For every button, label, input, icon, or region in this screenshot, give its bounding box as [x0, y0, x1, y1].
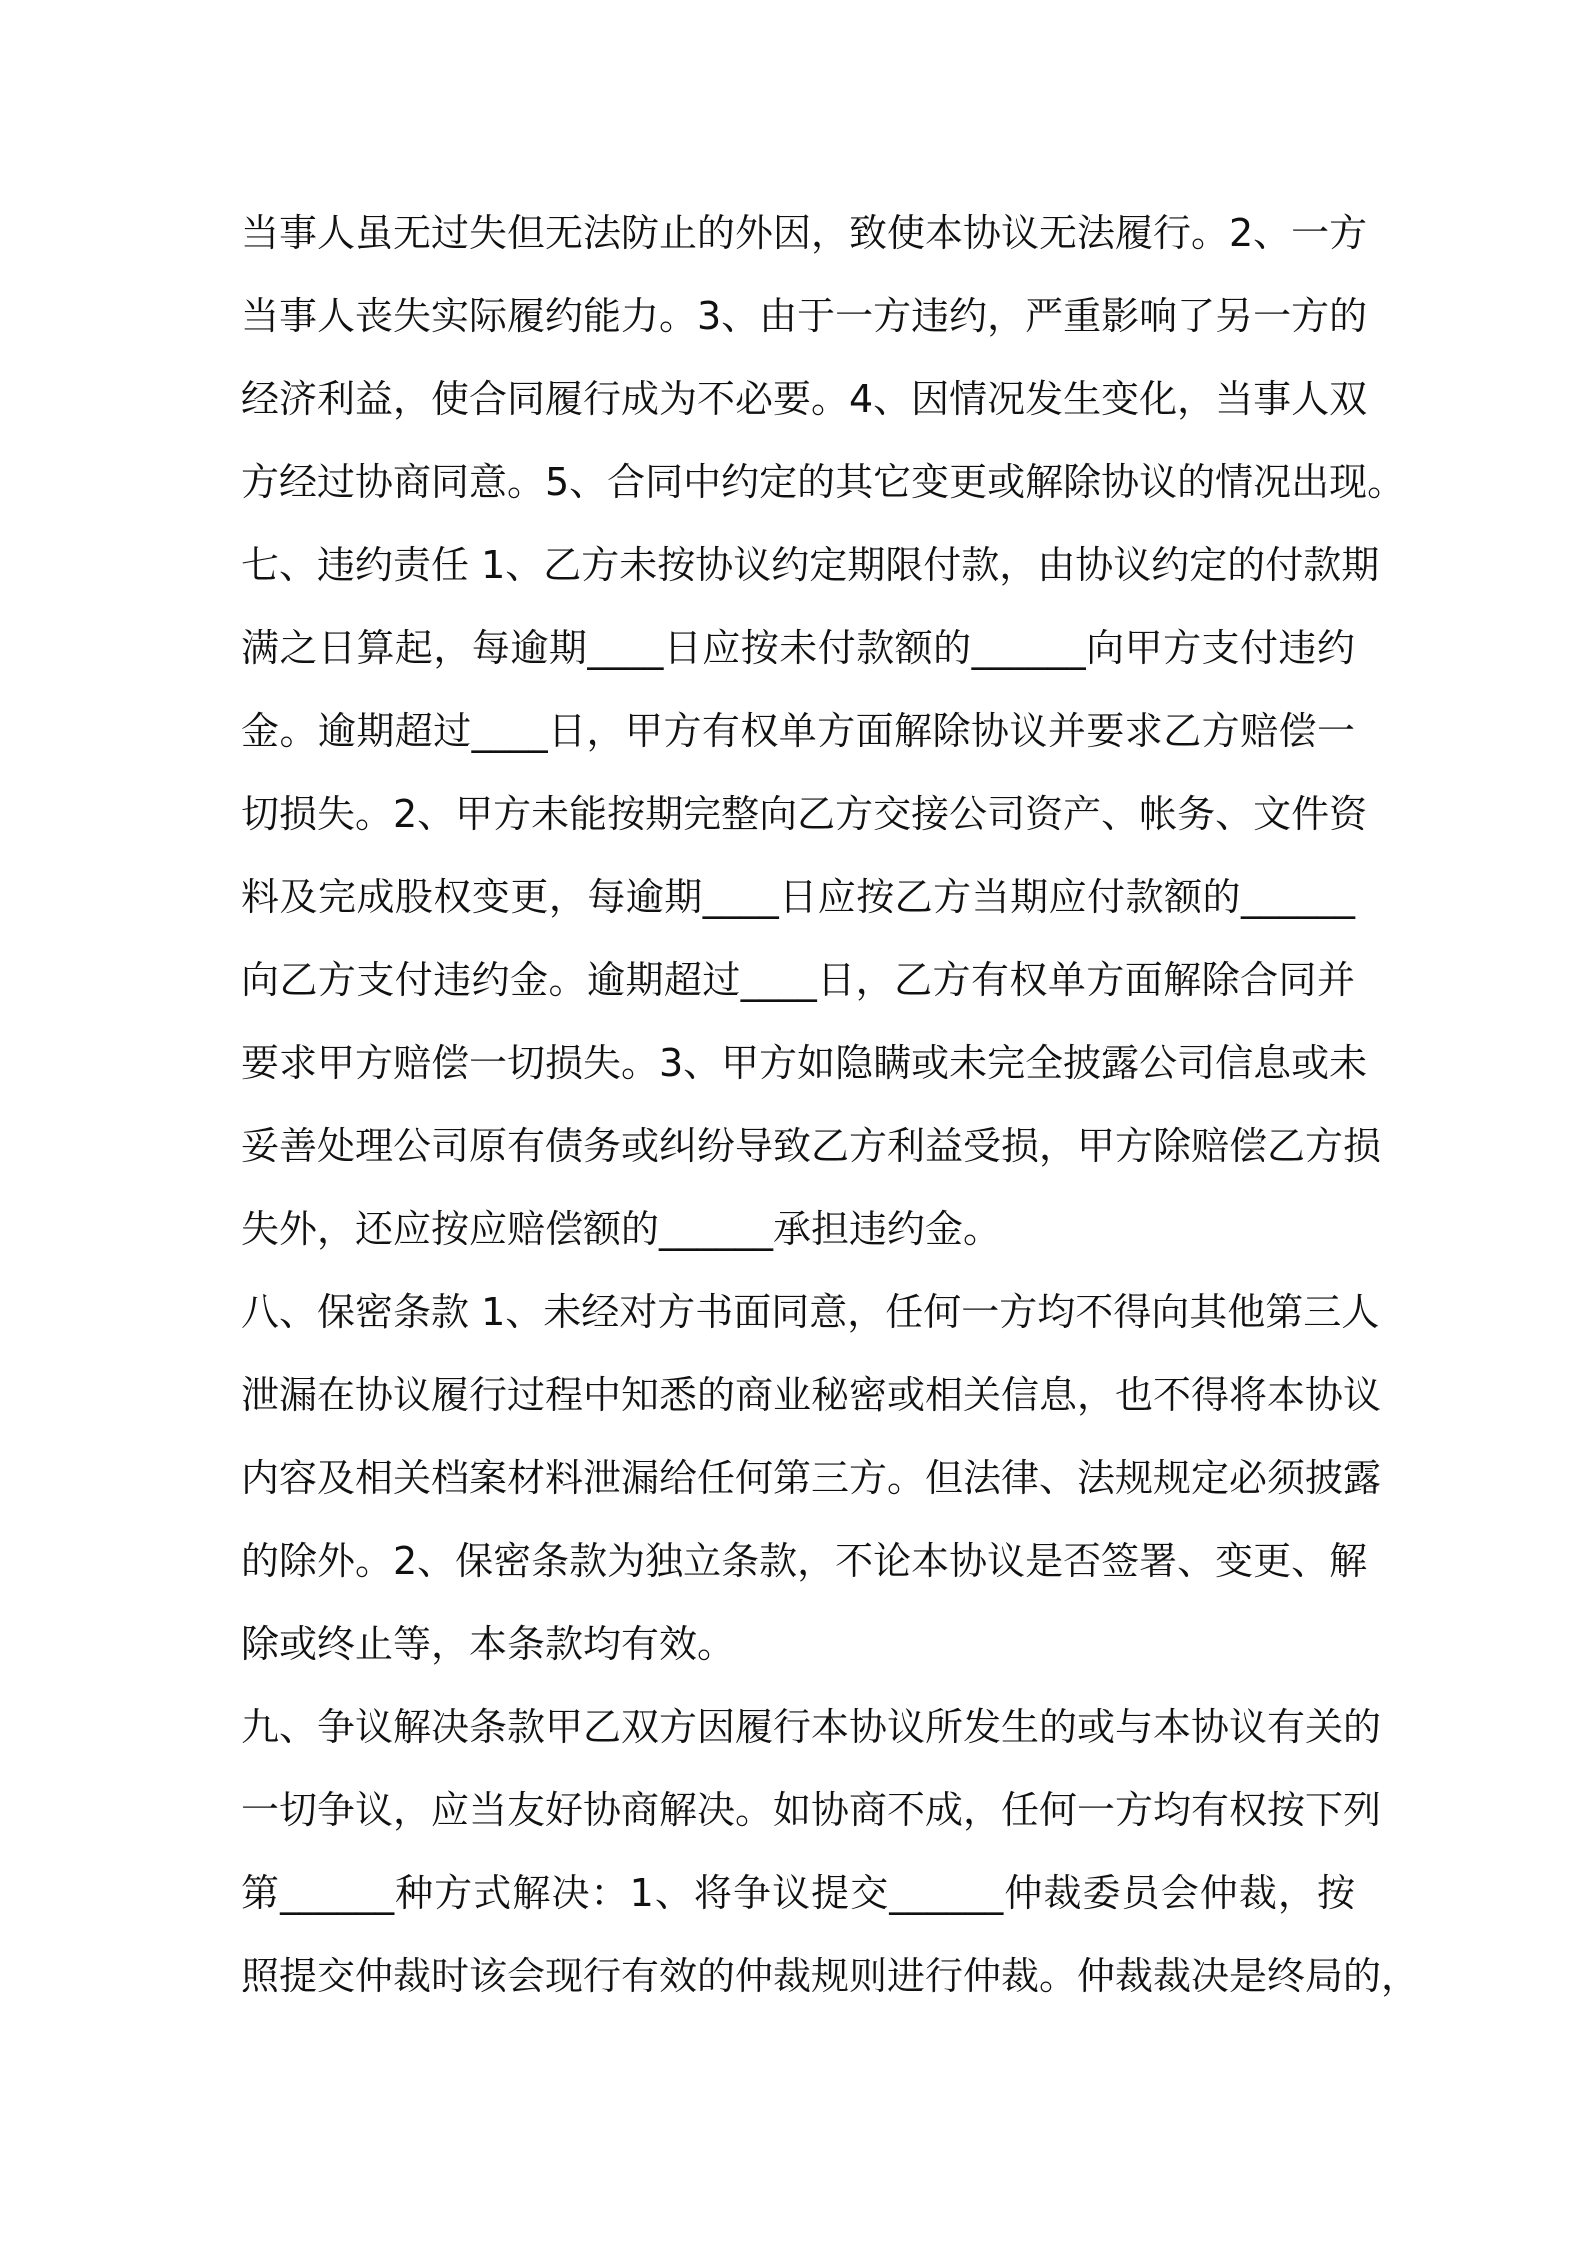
text-line: 经济利益，使合同履行成为不必要。4、因情况发生变化，当事人双 — [241, 377, 1368, 421]
text-line: 要求甲方赔偿一切损失。3、甲方如隐瞒或未完全披露公司信息或未 — [241, 1041, 1368, 1085]
text-line: 的除外。2、保密条款为独立条款，不论本协议是否签署、变更、解 — [241, 1539, 1368, 1583]
text-line: 当事人虽无过失但无法防止的外因，致使本协议无法履行。2、一方 — [241, 211, 1368, 255]
text-line: 除或终止等，本条款均有效。 — [241, 1622, 736, 1666]
text-line: 内容及相关档案材料泄漏给任何第三方。但法律、法规规定必须披露 — [241, 1456, 1382, 1500]
text-line: 方经过协商同意。5、合同中约定的其它变更或解除协议的情况出现。 — [241, 460, 1406, 504]
section-heading-line: 八、保密条款 1、未经对方书面同意，任何一方均不得向其他第三人 — [241, 1290, 1380, 1334]
text-line: 满之日算起，每逾期____日应按未付款额的______向甲方支付违约 — [241, 626, 1355, 670]
text-line: 照提交仲裁时该会现行有效的仲裁规则进行仲裁。仲裁裁决是终局的， — [241, 1954, 1420, 1998]
text-line: 妥善处理公司原有债务或纠纷导致乙方利益受损，甲方除赔偿乙方损 — [241, 1124, 1382, 1168]
text-line: 切损失。2、甲方未能按期完整向乙方交接公司资产、帐务、文件资 — [241, 792, 1368, 836]
text-line: 向乙方支付违约金。逾期超过____日，乙方有权单方面解除合同并 — [241, 958, 1355, 1002]
text-line: 第______种方式解决：1、将争议提交______仲裁委员会仲裁，按 — [241, 1871, 1355, 1915]
section-heading-line: 七、违约责任 1、乙方未按协议约定期限付款，由协议约定的付款期 — [241, 543, 1380, 587]
text-line: 失外，还应按应赔偿额的______承担违约金。 — [241, 1207, 1002, 1251]
text-line: 当事人丧失实际履约能力。3、由于一方违约，严重影响了另一方的 — [241, 294, 1368, 338]
text-line: 金。逾期超过____日，甲方有权单方面解除协议并要求乙方赔偿一 — [241, 709, 1355, 753]
text-line: 一切争议，应当友好协商解决。如协商不成，任何一方均有权按下列 — [241, 1788, 1382, 1832]
section-heading-line: 九、争议解决条款甲乙双方因履行本协议所发生的或与本协议有关的 — [241, 1705, 1382, 1749]
text-line: 泄漏在协议履行过程中知悉的商业秘密或相关信息，也不得将本协议 — [241, 1373, 1382, 1417]
document-body — [241, 192, 1420, 2018]
text-line: 料及完成股权变更，每逾期____日应按乙方当期应付款额的______ — [241, 875, 1355, 919]
